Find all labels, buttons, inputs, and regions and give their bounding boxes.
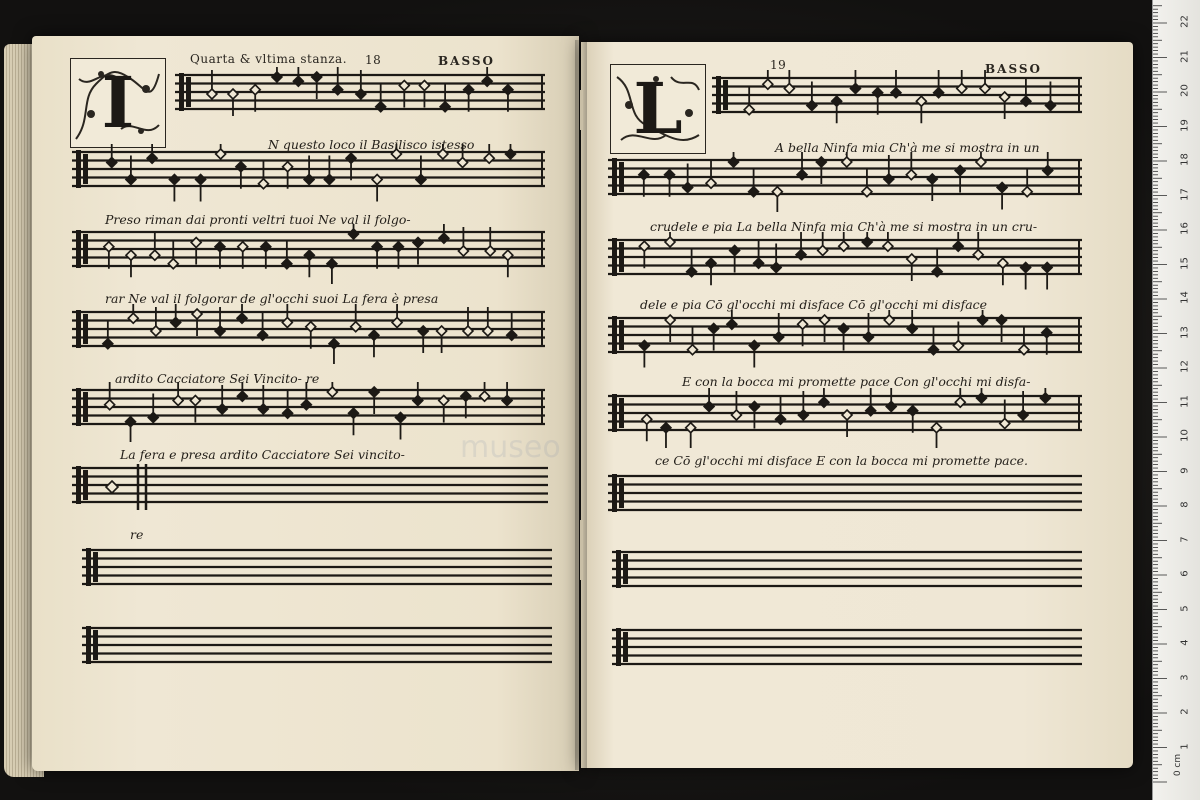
music-staff xyxy=(72,460,548,520)
clef-icon xyxy=(619,398,624,428)
note-head xyxy=(749,341,759,351)
note-head xyxy=(329,339,339,349)
note-head xyxy=(282,259,292,269)
ruler-number: 9 xyxy=(1179,466,1191,474)
note-head xyxy=(928,345,938,355)
lyric-line: rar Ne val il folgorar de gl'occhi suoi La fera è presa xyxy=(105,291,439,306)
note-head xyxy=(372,175,382,185)
lyric-line: La fera e presa ardito Cacciatore Sei vincito- xyxy=(120,447,405,462)
note-head xyxy=(706,258,716,268)
ruler-number: 11 xyxy=(1179,394,1191,408)
note-head xyxy=(744,105,754,115)
note-head xyxy=(237,313,247,323)
note-head xyxy=(776,414,786,424)
note-head xyxy=(998,258,1008,268)
lyric-line: crudele e pia La bella Ninfa mia Ch'à me si mostra in un cru- xyxy=(650,219,1038,234)
note-head xyxy=(103,339,113,349)
ruler-number: 12 xyxy=(1179,360,1191,373)
clef-icon xyxy=(76,388,81,426)
clef-icon xyxy=(616,550,621,588)
note-head xyxy=(727,319,737,329)
music-staff xyxy=(608,152,1082,212)
note-head xyxy=(376,102,386,112)
note-head xyxy=(392,318,402,328)
note-head xyxy=(997,315,1007,325)
decorated-initial xyxy=(70,58,166,148)
note-head xyxy=(906,170,916,180)
note-head xyxy=(796,250,806,260)
note-head xyxy=(774,332,784,342)
note-head xyxy=(237,391,247,401)
clef-icon xyxy=(186,77,191,107)
note-head xyxy=(772,187,782,197)
note-head xyxy=(754,258,764,268)
note-head xyxy=(399,81,409,91)
note-head xyxy=(283,408,293,418)
voice-part-label: BASSO xyxy=(985,62,1042,76)
note-head xyxy=(850,84,860,94)
note-head xyxy=(228,89,238,99)
note-head xyxy=(393,242,403,252)
note-head xyxy=(261,242,271,252)
ruler-number: 21 xyxy=(1179,49,1191,63)
note-head xyxy=(1018,410,1028,420)
note-head xyxy=(749,402,759,412)
ruler-number: 10 xyxy=(1179,429,1191,442)
ruler-number: 13 xyxy=(1179,325,1191,339)
ruler-number: 19 xyxy=(1179,118,1191,132)
note-head xyxy=(192,309,202,319)
note-head xyxy=(413,396,423,406)
note-head xyxy=(356,89,366,99)
lyric-line: dele e pia Cō gl'occhi mi disface Cō gl'occhi mi disface xyxy=(640,297,988,312)
music-staff xyxy=(712,70,1082,130)
note-head xyxy=(886,402,896,412)
note-head xyxy=(955,166,965,176)
note-head xyxy=(372,242,382,252)
note-head xyxy=(873,88,883,98)
initial-letter: L xyxy=(633,67,683,150)
note-head xyxy=(169,175,179,185)
note-head xyxy=(862,187,872,197)
note-head xyxy=(416,175,426,185)
note-head xyxy=(763,79,773,89)
note-head xyxy=(639,341,649,351)
note-head xyxy=(1021,263,1031,273)
book-gutter xyxy=(575,40,587,770)
note-head xyxy=(437,326,447,336)
note-head xyxy=(258,179,268,189)
note-head xyxy=(324,175,334,185)
clef-icon xyxy=(86,548,91,586)
note-head xyxy=(483,326,493,336)
clef-icon xyxy=(612,316,617,354)
clef-icon xyxy=(612,158,617,196)
note-head xyxy=(458,158,468,168)
music-staff xyxy=(72,144,545,204)
note-head xyxy=(1045,101,1055,111)
note-head xyxy=(934,88,944,98)
note-head xyxy=(238,242,248,252)
note-head xyxy=(293,76,303,86)
music-staff xyxy=(175,67,545,127)
note-head xyxy=(731,410,741,420)
note-head xyxy=(106,481,118,493)
note-head xyxy=(236,162,246,172)
note-head xyxy=(458,246,468,256)
note-head xyxy=(907,324,917,334)
clef-icon xyxy=(619,478,624,508)
note-head xyxy=(312,72,322,82)
ruler-number: 3 xyxy=(1179,673,1191,681)
lyric-line: re xyxy=(130,527,144,542)
note-head xyxy=(816,157,826,167)
note-head xyxy=(418,326,428,336)
ruler-unit: 0 cm xyxy=(1173,753,1184,777)
note-head xyxy=(709,324,719,334)
clef-icon xyxy=(623,632,628,662)
note-head xyxy=(258,330,268,340)
note-head xyxy=(215,242,225,252)
clef-icon xyxy=(716,76,721,114)
ruler-number: 14 xyxy=(1179,291,1191,304)
ruler-number: 4 xyxy=(1179,639,1191,646)
note-head xyxy=(369,387,379,397)
note-head xyxy=(1042,328,1052,338)
note-head xyxy=(126,250,136,260)
ruler-number: 18 xyxy=(1179,153,1191,166)
note-head xyxy=(704,402,714,412)
note-head xyxy=(173,396,183,406)
ruler-ticks xyxy=(1153,0,1200,800)
note-head xyxy=(282,318,292,328)
note-head xyxy=(907,254,917,264)
music-staff xyxy=(72,382,545,442)
note-head xyxy=(413,238,423,248)
clef-icon xyxy=(76,150,81,188)
note-head xyxy=(832,96,842,106)
note-head xyxy=(306,322,316,332)
music-staff xyxy=(82,620,552,680)
note-head xyxy=(665,237,675,247)
note-head xyxy=(369,330,379,340)
note-head xyxy=(105,400,115,410)
note-head xyxy=(957,84,967,94)
note-head xyxy=(440,102,450,112)
note-head xyxy=(304,175,314,185)
voice-part-label: BASSO xyxy=(438,54,495,68)
note-head xyxy=(1000,419,1010,429)
ruler-number: 7 xyxy=(1179,535,1191,543)
note-head xyxy=(327,387,337,397)
note-head xyxy=(771,263,781,273)
note-head xyxy=(665,170,675,180)
ruler-number: 17 xyxy=(1179,187,1191,201)
note-head xyxy=(151,326,161,336)
note-head xyxy=(842,410,852,420)
lyric-line: A bella Ninfa mia Ch'à me si mostra in un xyxy=(775,140,1040,155)
music-staff xyxy=(612,544,1082,604)
clef-icon xyxy=(619,162,624,192)
note-head xyxy=(955,397,965,407)
decorated-initial xyxy=(610,64,706,154)
clef-icon xyxy=(619,242,624,272)
note-head xyxy=(818,246,828,256)
note-head xyxy=(196,175,206,185)
music-staff xyxy=(608,310,1082,370)
note-head xyxy=(862,237,872,247)
music-staff xyxy=(612,622,1082,682)
clef-icon xyxy=(76,466,81,504)
clef-icon xyxy=(76,230,81,268)
note-head xyxy=(126,175,136,185)
note-head xyxy=(216,149,226,159)
note-head xyxy=(683,183,693,193)
note-head xyxy=(150,250,160,260)
note-head xyxy=(148,413,158,423)
note-head xyxy=(639,241,649,251)
ruler-number: 8 xyxy=(1179,501,1191,508)
note-head xyxy=(973,250,983,260)
binding-thread xyxy=(580,520,583,580)
note-head xyxy=(283,162,293,172)
note-head xyxy=(1000,92,1010,102)
ruler-number: 20 xyxy=(1179,84,1191,97)
note-head xyxy=(797,170,807,180)
note-head xyxy=(503,85,513,95)
note-head xyxy=(784,84,794,94)
note-head xyxy=(250,85,260,95)
note-head xyxy=(687,267,697,277)
note-head xyxy=(978,315,988,325)
note-head xyxy=(128,313,138,323)
note-head xyxy=(927,174,937,184)
note-head xyxy=(749,187,759,197)
note-head xyxy=(191,238,201,248)
note-head xyxy=(729,157,739,167)
clef-icon xyxy=(83,154,88,184)
note-head xyxy=(351,322,361,332)
note-head xyxy=(953,341,963,351)
folio-number: 18 xyxy=(365,53,382,67)
clef-icon xyxy=(83,392,88,422)
note-head xyxy=(997,183,1007,193)
note-head xyxy=(1042,263,1052,273)
running-head: Quarta & vltima stanza. xyxy=(190,52,348,66)
ruler-number: 1 xyxy=(1179,742,1191,750)
clef-icon xyxy=(623,554,628,584)
lyric-line: ardito Cacciatore Sei Vincito- re xyxy=(115,371,320,386)
note-head xyxy=(807,101,817,111)
clef-icon xyxy=(83,314,88,344)
ruler-number: 16 xyxy=(1179,222,1191,235)
note-head xyxy=(439,233,449,243)
ruler-number: 2 xyxy=(1179,708,1191,715)
clef-icon xyxy=(616,628,621,666)
ruler-number: 22 xyxy=(1179,15,1191,28)
note-head xyxy=(505,149,515,159)
note-head xyxy=(207,89,217,99)
note-head xyxy=(884,174,894,184)
ruler-number: 6 xyxy=(1179,570,1191,577)
note-head xyxy=(419,81,429,91)
music-staff xyxy=(72,304,545,364)
note-head xyxy=(485,246,495,256)
faint-watermark: museo xyxy=(460,430,561,465)
note-head xyxy=(730,246,740,256)
note-head xyxy=(866,406,876,416)
note-head xyxy=(976,157,986,167)
note-head xyxy=(908,406,918,416)
note-head xyxy=(171,318,181,328)
note-head xyxy=(891,88,901,98)
note-head xyxy=(439,396,449,406)
measurement-ruler xyxy=(1152,0,1200,800)
binding-thread xyxy=(580,90,583,130)
note-head xyxy=(107,158,117,168)
music-staff xyxy=(82,542,552,602)
note-head xyxy=(482,76,492,86)
note-head xyxy=(215,326,225,336)
note-head xyxy=(168,259,178,269)
note-head xyxy=(980,84,990,94)
note-head xyxy=(304,250,314,260)
note-head xyxy=(349,229,359,239)
clef-icon xyxy=(723,80,728,110)
note-head xyxy=(346,153,356,163)
note-head xyxy=(480,391,490,401)
clef-icon xyxy=(93,552,98,582)
note-head xyxy=(502,396,512,406)
note-head xyxy=(884,315,894,325)
note-head xyxy=(976,393,986,403)
note-head xyxy=(839,324,849,334)
note-head xyxy=(272,72,282,82)
note-head xyxy=(348,408,358,418)
note-head xyxy=(1043,166,1053,176)
note-head xyxy=(126,417,136,427)
note-head xyxy=(916,96,926,106)
note-head xyxy=(396,413,406,423)
folio-number: 19 xyxy=(770,58,787,72)
note-head xyxy=(190,396,200,406)
clef-icon xyxy=(76,310,81,348)
clef-icon xyxy=(612,238,617,276)
clef-icon xyxy=(619,320,624,350)
note-head xyxy=(665,315,675,325)
clef-icon xyxy=(83,470,88,500)
note-head xyxy=(642,414,652,424)
note-head xyxy=(661,423,671,433)
note-head xyxy=(461,391,471,401)
ruler-number: 5 xyxy=(1179,604,1191,612)
note-head xyxy=(932,423,942,433)
music-staff xyxy=(72,224,545,284)
note-head xyxy=(953,241,963,251)
note-head xyxy=(463,326,473,336)
ruler-number: 15 xyxy=(1179,256,1191,270)
note-head xyxy=(484,153,494,163)
note-head xyxy=(507,330,517,340)
note-head xyxy=(863,332,873,342)
note-head xyxy=(1040,393,1050,403)
clef-icon xyxy=(93,630,98,660)
clef-icon xyxy=(179,73,184,111)
lyric-line: E con la bocca mi promette pace Con gl'occhi mi disfa- xyxy=(682,374,1031,389)
note-head xyxy=(839,241,849,251)
note-head xyxy=(932,267,942,277)
note-head xyxy=(842,157,852,167)
note-head xyxy=(217,404,227,414)
note-head xyxy=(301,400,311,410)
note-head xyxy=(639,170,649,180)
lyric-line: Preso riman dai pronti veltri tuoi Ne val il folgo- xyxy=(105,212,411,227)
note-head xyxy=(798,410,808,420)
note-head xyxy=(1021,96,1031,106)
note-head xyxy=(687,345,697,355)
note-head xyxy=(820,315,830,325)
music-staff xyxy=(608,468,1082,528)
note-head xyxy=(503,250,513,260)
note-head xyxy=(327,259,337,269)
note-head xyxy=(464,85,474,95)
music-staff xyxy=(608,232,1082,292)
note-head xyxy=(147,153,157,163)
clef-icon xyxy=(612,474,617,512)
note-head xyxy=(258,404,268,414)
clef-icon xyxy=(612,394,617,432)
note-head xyxy=(883,241,893,251)
note-head xyxy=(798,319,808,329)
note-head xyxy=(686,423,696,433)
note-head xyxy=(104,242,114,252)
clef-icon xyxy=(83,234,88,264)
note-head xyxy=(1022,187,1032,197)
initial-letter: I xyxy=(101,61,135,144)
lyric-line: ce Cō gl'occhi mi disface E con la bocca mi promette pace. xyxy=(655,453,1028,468)
clef-icon xyxy=(86,626,91,664)
note-head xyxy=(1019,345,1029,355)
note-head xyxy=(819,397,829,407)
lyric-line: N questo loco il Basilisco istesso xyxy=(268,137,475,152)
music-staff xyxy=(608,388,1082,448)
note-head xyxy=(706,178,716,188)
note-head xyxy=(333,85,343,95)
